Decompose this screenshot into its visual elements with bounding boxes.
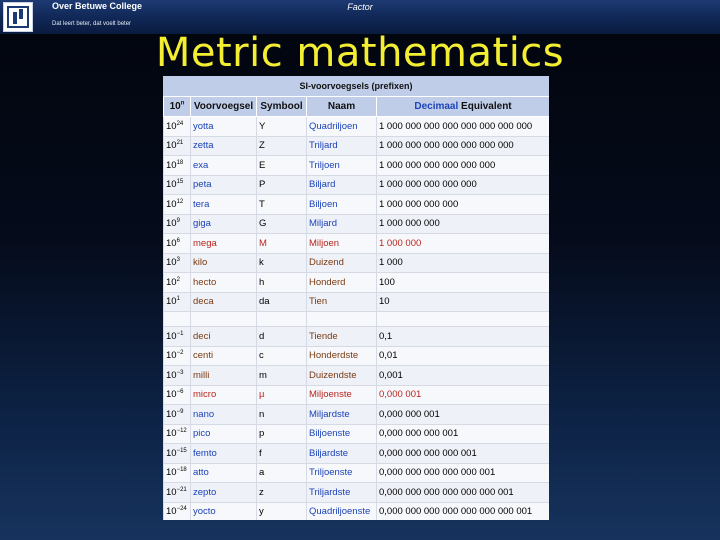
cell-decimal: 0,000 000 000 000 000 001 — [377, 463, 550, 483]
table-row — [164, 214, 550, 234]
cell-name: Triljard — [307, 136, 377, 156]
cell-name: Miljardste — [307, 405, 377, 425]
cell-name: Duizend — [307, 253, 377, 273]
cell-name: Quadriljoen — [307, 117, 377, 137]
top-banner — [0, 0, 720, 34]
table-row — [164, 156, 550, 176]
cell-symbol: d — [257, 327, 307, 347]
header-symbol: Symbool — [257, 97, 307, 117]
cell-power: $10^{-2}$ — [164, 346, 191, 366]
cell-symbol: k — [257, 253, 307, 273]
cell-symbol: G — [257, 214, 307, 234]
cell-prefix: peta — [191, 175, 257, 195]
table-row — [164, 502, 550, 520]
cell-symbol: y — [257, 502, 307, 520]
cell-name: Honderdste — [307, 346, 377, 366]
cell-symbol — [257, 312, 307, 327]
table-row — [164, 136, 550, 156]
cell-symbol: E — [257, 156, 307, 176]
cell-prefix: deca — [191, 292, 257, 312]
cell-decimal: 0,000 000 000 000 000 000 001 — [377, 483, 550, 503]
cell-power: $10^3$ — [164, 253, 191, 273]
cell-decimal: 0,01 — [377, 346, 550, 366]
table-row — [164, 346, 550, 366]
cell-decimal: 100 — [377, 273, 550, 293]
cell-decimal: 0,1 — [377, 327, 550, 347]
cell-power: $10^{-21}$ — [164, 483, 191, 503]
table-row — [164, 424, 550, 444]
cell-decimal: 1 000 000 000 000 — [377, 195, 550, 215]
cell-prefix: atto — [191, 463, 257, 483]
cell-power: $10^{-9}$ — [164, 405, 191, 425]
cell-symbol: n — [257, 405, 307, 425]
cell-power: $10^{-24}$ — [164, 502, 191, 520]
table-spacer-row — [164, 312, 550, 327]
cell-power: $10^1$ — [164, 292, 191, 312]
cell-symbol: c — [257, 346, 307, 366]
cell-symbol: P — [257, 175, 307, 195]
table-row — [164, 253, 550, 273]
cell-name: Miljoen — [307, 234, 377, 254]
cell-symbol: a — [257, 463, 307, 483]
cell-prefix: tera — [191, 195, 257, 215]
slide-title: Metric mathematics — [155, 30, 565, 76]
cell-symbol: da — [257, 292, 307, 312]
cell-prefix: pico — [191, 424, 257, 444]
table-row — [164, 292, 550, 312]
cell-name: Quadriljoenste — [307, 502, 377, 520]
cell-name — [307, 312, 377, 327]
cell-symbol: M — [257, 234, 307, 254]
cell-name: Triljoen — [307, 156, 377, 176]
cell-name: Miljard — [307, 214, 377, 234]
cell-name: Triljoenste — [307, 463, 377, 483]
cell-symbol: f — [257, 444, 307, 464]
cell-prefix: giga — [191, 214, 257, 234]
table-row — [164, 234, 550, 254]
cell-name: Biljoen — [307, 195, 377, 215]
header-decimal: Decimaal Equivalent — [377, 97, 550, 117]
table-row — [164, 444, 550, 464]
cell-decimal: 1 000 000 000 000 000 — [377, 175, 550, 195]
table-row — [164, 117, 550, 137]
cell-decimal: 0,000 000 001 — [377, 405, 550, 425]
cell-power: $10^{12}$ — [164, 195, 191, 215]
cell-name: Biljoenste — [307, 424, 377, 444]
header-name: Naam — [307, 97, 377, 117]
cell-name: Triljardste — [307, 483, 377, 503]
cell-power: $10^{18}$ — [164, 156, 191, 176]
cell-decimal: 0,000 001 — [377, 385, 550, 405]
cell-symbol: µ — [257, 385, 307, 405]
header-label: Factor — [347, 2, 373, 12]
cell-power: $10^6$ — [164, 234, 191, 254]
cell-power: $10^{24}$ — [164, 117, 191, 137]
cell-name: Biljard — [307, 175, 377, 195]
cell-name: Biljardste — [307, 444, 377, 464]
cell-name: Tiende — [307, 327, 377, 347]
cell-power — [164, 312, 191, 327]
cell-prefix: mega — [191, 234, 257, 254]
header-prefix: Voorvoegsel — [191, 97, 257, 117]
cell-prefix: kilo — [191, 253, 257, 273]
cell-decimal: 1 000 000 000 — [377, 214, 550, 234]
cell-decimal: 1 000 000 — [377, 234, 550, 254]
cell-power: $10^9$ — [164, 214, 191, 234]
cell-prefix: zetta — [191, 136, 257, 156]
cell-decimal: 1 000 000 000 000 000 000 — [377, 156, 550, 176]
table-row — [164, 463, 550, 483]
cell-prefix — [191, 312, 257, 327]
table-row — [164, 483, 550, 503]
cell-prefix: micro — [191, 385, 257, 405]
cell-symbol: z — [257, 483, 307, 503]
cell-prefix: zepto — [191, 483, 257, 503]
cell-decimal: 1 000 000 000 000 000 000 000 000 — [377, 117, 550, 137]
cell-prefix: yocto — [191, 502, 257, 520]
cell-prefix: femto — [191, 444, 257, 464]
cell-power: $10^{-18}$ — [164, 463, 191, 483]
cell-decimal: 1 000 — [377, 253, 550, 273]
cell-symbol: T — [257, 195, 307, 215]
college-tagline: Dat leert beter, dat voelt beter — [52, 21, 132, 27]
cell-decimal — [377, 312, 550, 327]
cell-decimal: 0,000 000 000 001 — [377, 424, 550, 444]
cell-prefix: centi — [191, 346, 257, 366]
table-row — [164, 273, 550, 293]
cell-power: $10^{-6}$ — [164, 385, 191, 405]
table-header-row — [164, 97, 550, 117]
cell-power: $10^{-1}$ — [164, 327, 191, 347]
cell-symbol: Z — [257, 136, 307, 156]
cell-symbol: p — [257, 424, 307, 444]
cell-power: $10^{21}$ — [164, 136, 191, 156]
cell-prefix: nano — [191, 405, 257, 425]
cell-decimal: 0,001 — [377, 366, 550, 386]
cell-name: Duizendste — [307, 366, 377, 386]
cell-name: Honderd — [307, 273, 377, 293]
table-row — [164, 195, 550, 215]
header-power: 10$^n$ — [164, 97, 191, 117]
cell-decimal: 1 000 000 000 000 000 000 000 — [377, 136, 550, 156]
table-caption: SI-voorvoegsels (prefixen) — [163, 76, 549, 96]
cell-prefix: milli — [191, 366, 257, 386]
prefix-table-grid — [163, 96, 549, 520]
cell-name: Tien — [307, 292, 377, 312]
cell-power: $10^2$ — [164, 273, 191, 293]
cell-power: $10^{-15}$ — [164, 444, 191, 464]
cell-symbol: Y — [257, 117, 307, 137]
cell-name: Miljoenste — [307, 385, 377, 405]
table-row — [164, 405, 550, 425]
cell-prefix: deci — [191, 327, 257, 347]
cell-symbol: m — [257, 366, 307, 386]
cell-decimal: 10 — [377, 292, 550, 312]
table-row — [164, 366, 550, 386]
table-row — [164, 175, 550, 195]
table-row — [164, 327, 550, 347]
cell-prefix: exa — [191, 156, 257, 176]
table-row — [164, 385, 550, 405]
cell-symbol: h — [257, 273, 307, 293]
college-name: Over Betuwe College — [52, 1, 143, 11]
cell-prefix: hecto — [191, 273, 257, 293]
si-prefix-table — [163, 76, 549, 520]
cell-prefix: yotta — [191, 117, 257, 137]
cell-power: $10^{15}$ — [164, 175, 191, 195]
cell-power: $10^{-12}$ — [164, 424, 191, 444]
cell-decimal: 0,000 000 000 000 001 — [377, 444, 550, 464]
cell-power: $10^{-3}$ — [164, 366, 191, 386]
cell-decimal: 0,000 000 000 000 000 000 000 001 — [377, 502, 550, 520]
